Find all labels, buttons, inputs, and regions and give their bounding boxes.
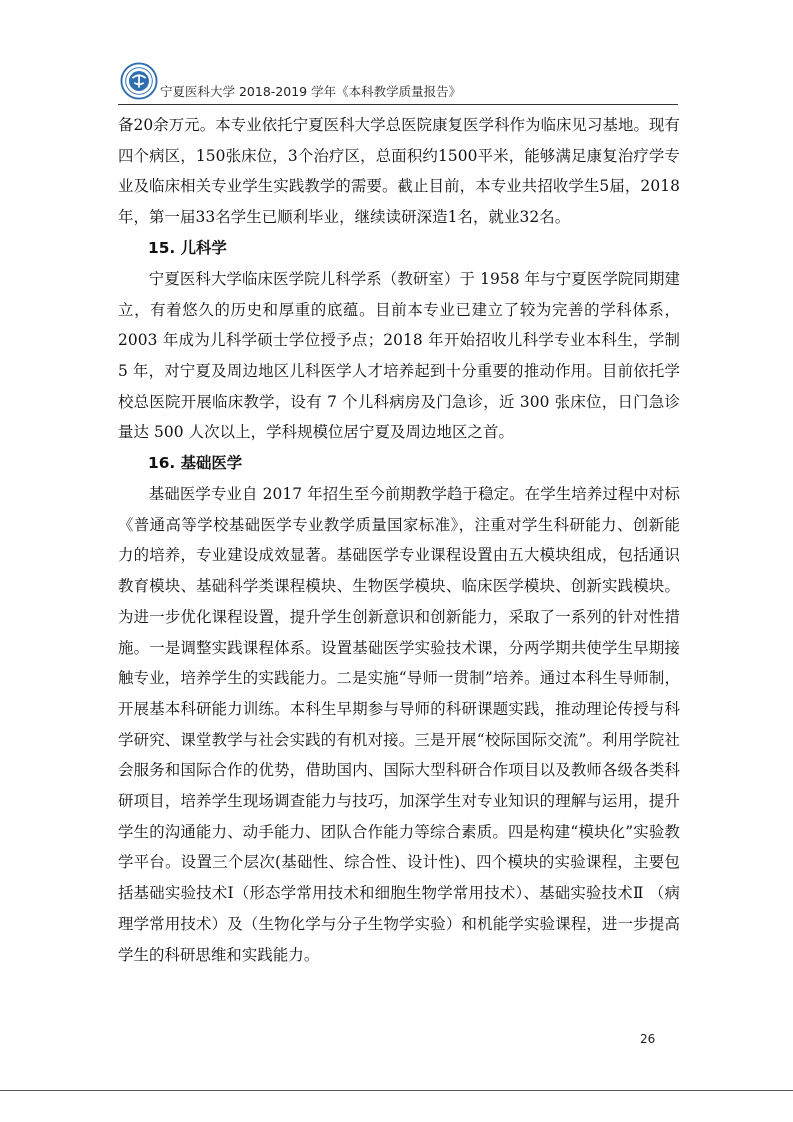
report-title: 宁夏医科大学 2018-2019 学年《本科教学质量报告》: [160, 84, 462, 99]
section-heading-basic-medicine: 16. 基础医学: [148, 454, 243, 473]
paragraph-continued: 备20余万元。本专业依托宁夏医科大学总医院康复医学科作为临床见习基地。现有四个病区，150张床位，3个治疗区，总面积约1500平米，能够满足康复治疗学专业及临床相关专业学生实践教学的需要。截止目前，本专业共招收学生5届，2018年，第一届33名学生已顺利毕业，继续读研深造1名，就业32名。: [118, 116, 680, 227]
section-heading-pediatrics: 15. 儿科学: [148, 238, 227, 257]
page-header: [118, 58, 678, 105]
university-seal-icon: [120, 62, 158, 100]
document-body: [118, 110, 680, 970]
footer-divider: [0, 1090, 793, 1091]
paragraph-pediatrics: 宁夏医科大学临床医学院儿科学系（教研室）于 1958 年与宁夏医学院同期建立，有着悠久的历史和厚重的底蕴。目前本专业已建立了较为完善的学科体系，2003 年成为儿科学硕士学位授予点；2018 年开始招收儿科学专业本科生，学制 5 年，对宁夏及周边地区儿科医学人才培养起到十分重要的推动作用。目前依托学校总医院开展临床教学，设有 7 个儿科病房及门急诊，近 300 张床位，日门急诊量达 500 人次以上，学科规模位居宁夏及周边地区之首。: [118, 269, 680, 442]
page-number: 26: [640, 1032, 656, 1046]
paragraph-basic-medicine: 基础医学专业自 2017 年招生至今前期教学趋于稳定。在学生培养过程中对标《普通高等学校基础医学专业教学质量国家标准》，注重对学生科研能力、创新能力的培养，专业建设成效显著。基础医学专业课程设置由五大模块组成，包括通识教育模块、基础科学类课程模块、生物医学模块、临床医学模块、创新实践模块。为进一步优化课程设置，提升学生创新意识和创新能力，采取了一系列的针对性措施。一是调整实践课程体系。设置基础医学实验技术课，分两学期共使学生早期接触专业，培养学生的实践能力。二是实施“导师一贯制”培养。通过本科生导师制，开展基本科研能力训练。本科生早期参与导师的科研课题实践，推动理论传授与科学研究、课堂教学与社会实践的有机对接。三是开展“校际国际交流”。利用学院社会服务和国际合作的优势，借助国内、国际大型科研合作项目以及教师各级各类科研项目，培养学生现场调查能力与技巧，加深学生对专业知识的理解与运用，提升学生的沟通能力、动手能力、团队合作能力等综合素质。四是构建“模块化”实验教学平台。设置三个层次(基础性、综合性、设计性)、四个模块的实验课程，主要包括基础实验技术Ⅰ（形态学常用技术和细胞生物学常用技术）、基础实验技术Ⅱ （病理学常用技术）及（生物化学与分子生物学实验）和机能学实验课程，进一步提高学生的科研思维和实践能力。: [118, 485, 680, 964]
